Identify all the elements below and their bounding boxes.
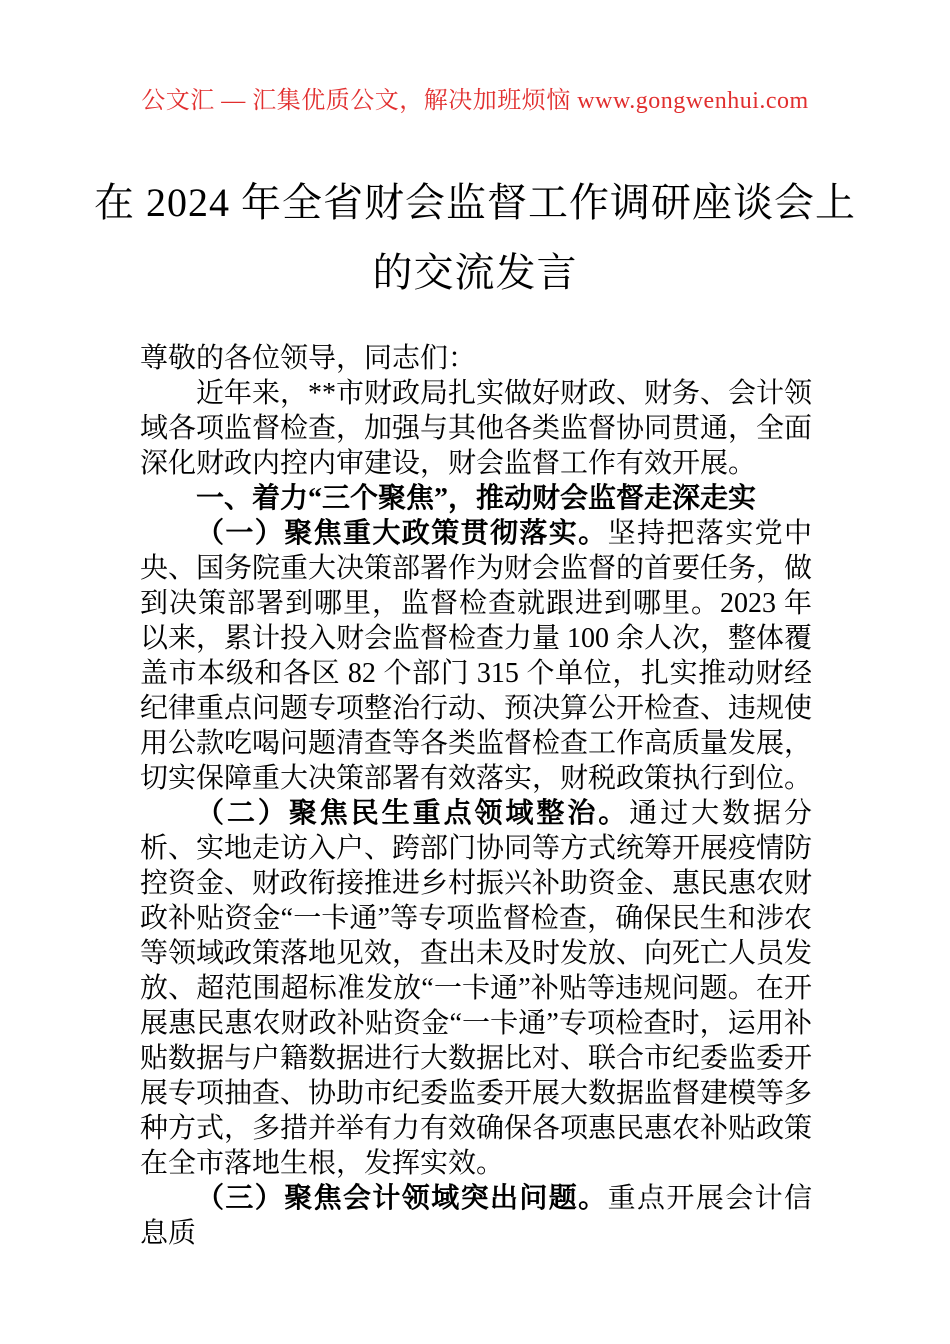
paragraph-text: 通过大数据分析、实地走访入户、跨部门协同等方式统筹开展疫情防控资金、财政衔接推进乡村振兴补助资金、惠民惠农财政补贴资金“一卡通”等专项监督检查，确保民生和涉农等领域政策落地见效，查出未及时发放、向死亡人员发放、超范围超标准发放“一卡通”补贴等违规问题。在开展惠民惠农财政补贴资金“一卡通”专项检查时，运用补贴数据与户籍数据进行大数据比对、联合市纪委监委开展专项抽查、协助市纪委监委开展大数据监督建模等多种方式，多措并举有力有效确保各项惠民惠农补贴政策在全市落地生根，发挥实效。 xyxy=(140,798,813,1179)
paragraph-lead: （一）聚焦重大政策贯彻落实。 xyxy=(196,518,608,549)
paragraph-text: 重点开展会计信息质 xyxy=(140,1183,812,1249)
paragraph-lead: （三）聚焦会计领域突出问题。 xyxy=(196,1183,608,1214)
paragraph xyxy=(140,796,812,1181)
paragraph-lead: （二）聚焦民生重点领域整治。 xyxy=(196,798,630,829)
paragraph-text: 近年来，**市财政局扎实做好财政、财务、会计领域各项监督检查，加强与其他各类监督协同贯通，全面深化财政内控内审建设，财会监督工作有效开展。 xyxy=(140,378,813,479)
section-heading-text: 一、着力“三个聚焦”，推动财会监督走深走实 xyxy=(196,483,757,514)
document-title-line-1: 在 2024 年全省财会监督工作调研座谈会上 xyxy=(94,180,856,225)
salutation-line: 尊敬的各位领导，同志们： xyxy=(140,343,477,374)
paragraph xyxy=(140,376,812,481)
document-title-line-2: 的交流发言 xyxy=(372,250,578,295)
site-banner: 公文汇 — 汇集优质公文，解决加班烦恼 www.gongwenhui.com xyxy=(141,88,809,114)
paragraph-text: 坚持把落实党中央、国务院重大决策部署作为财会监督的首要任务，做到决策部署到哪里，监督检查就跟进到哪里。2023 年以来，累计投入财会监督检查力量 100 余人次，整体覆盖市本级和各区 82 个部门 315 个单位，扎实推动财经纪律重点问题专项整治行动、预决算公开检查、违规使用公款吃喝问题清查等各类监督检查工作高质量发展，切实保障重大决策部署有效落实，财税政策执行到位。 xyxy=(140,518,813,794)
document-body xyxy=(140,341,812,1251)
section-heading xyxy=(140,481,812,516)
document-title xyxy=(0,168,950,308)
paragraph xyxy=(140,516,812,796)
paragraph xyxy=(140,1181,812,1251)
